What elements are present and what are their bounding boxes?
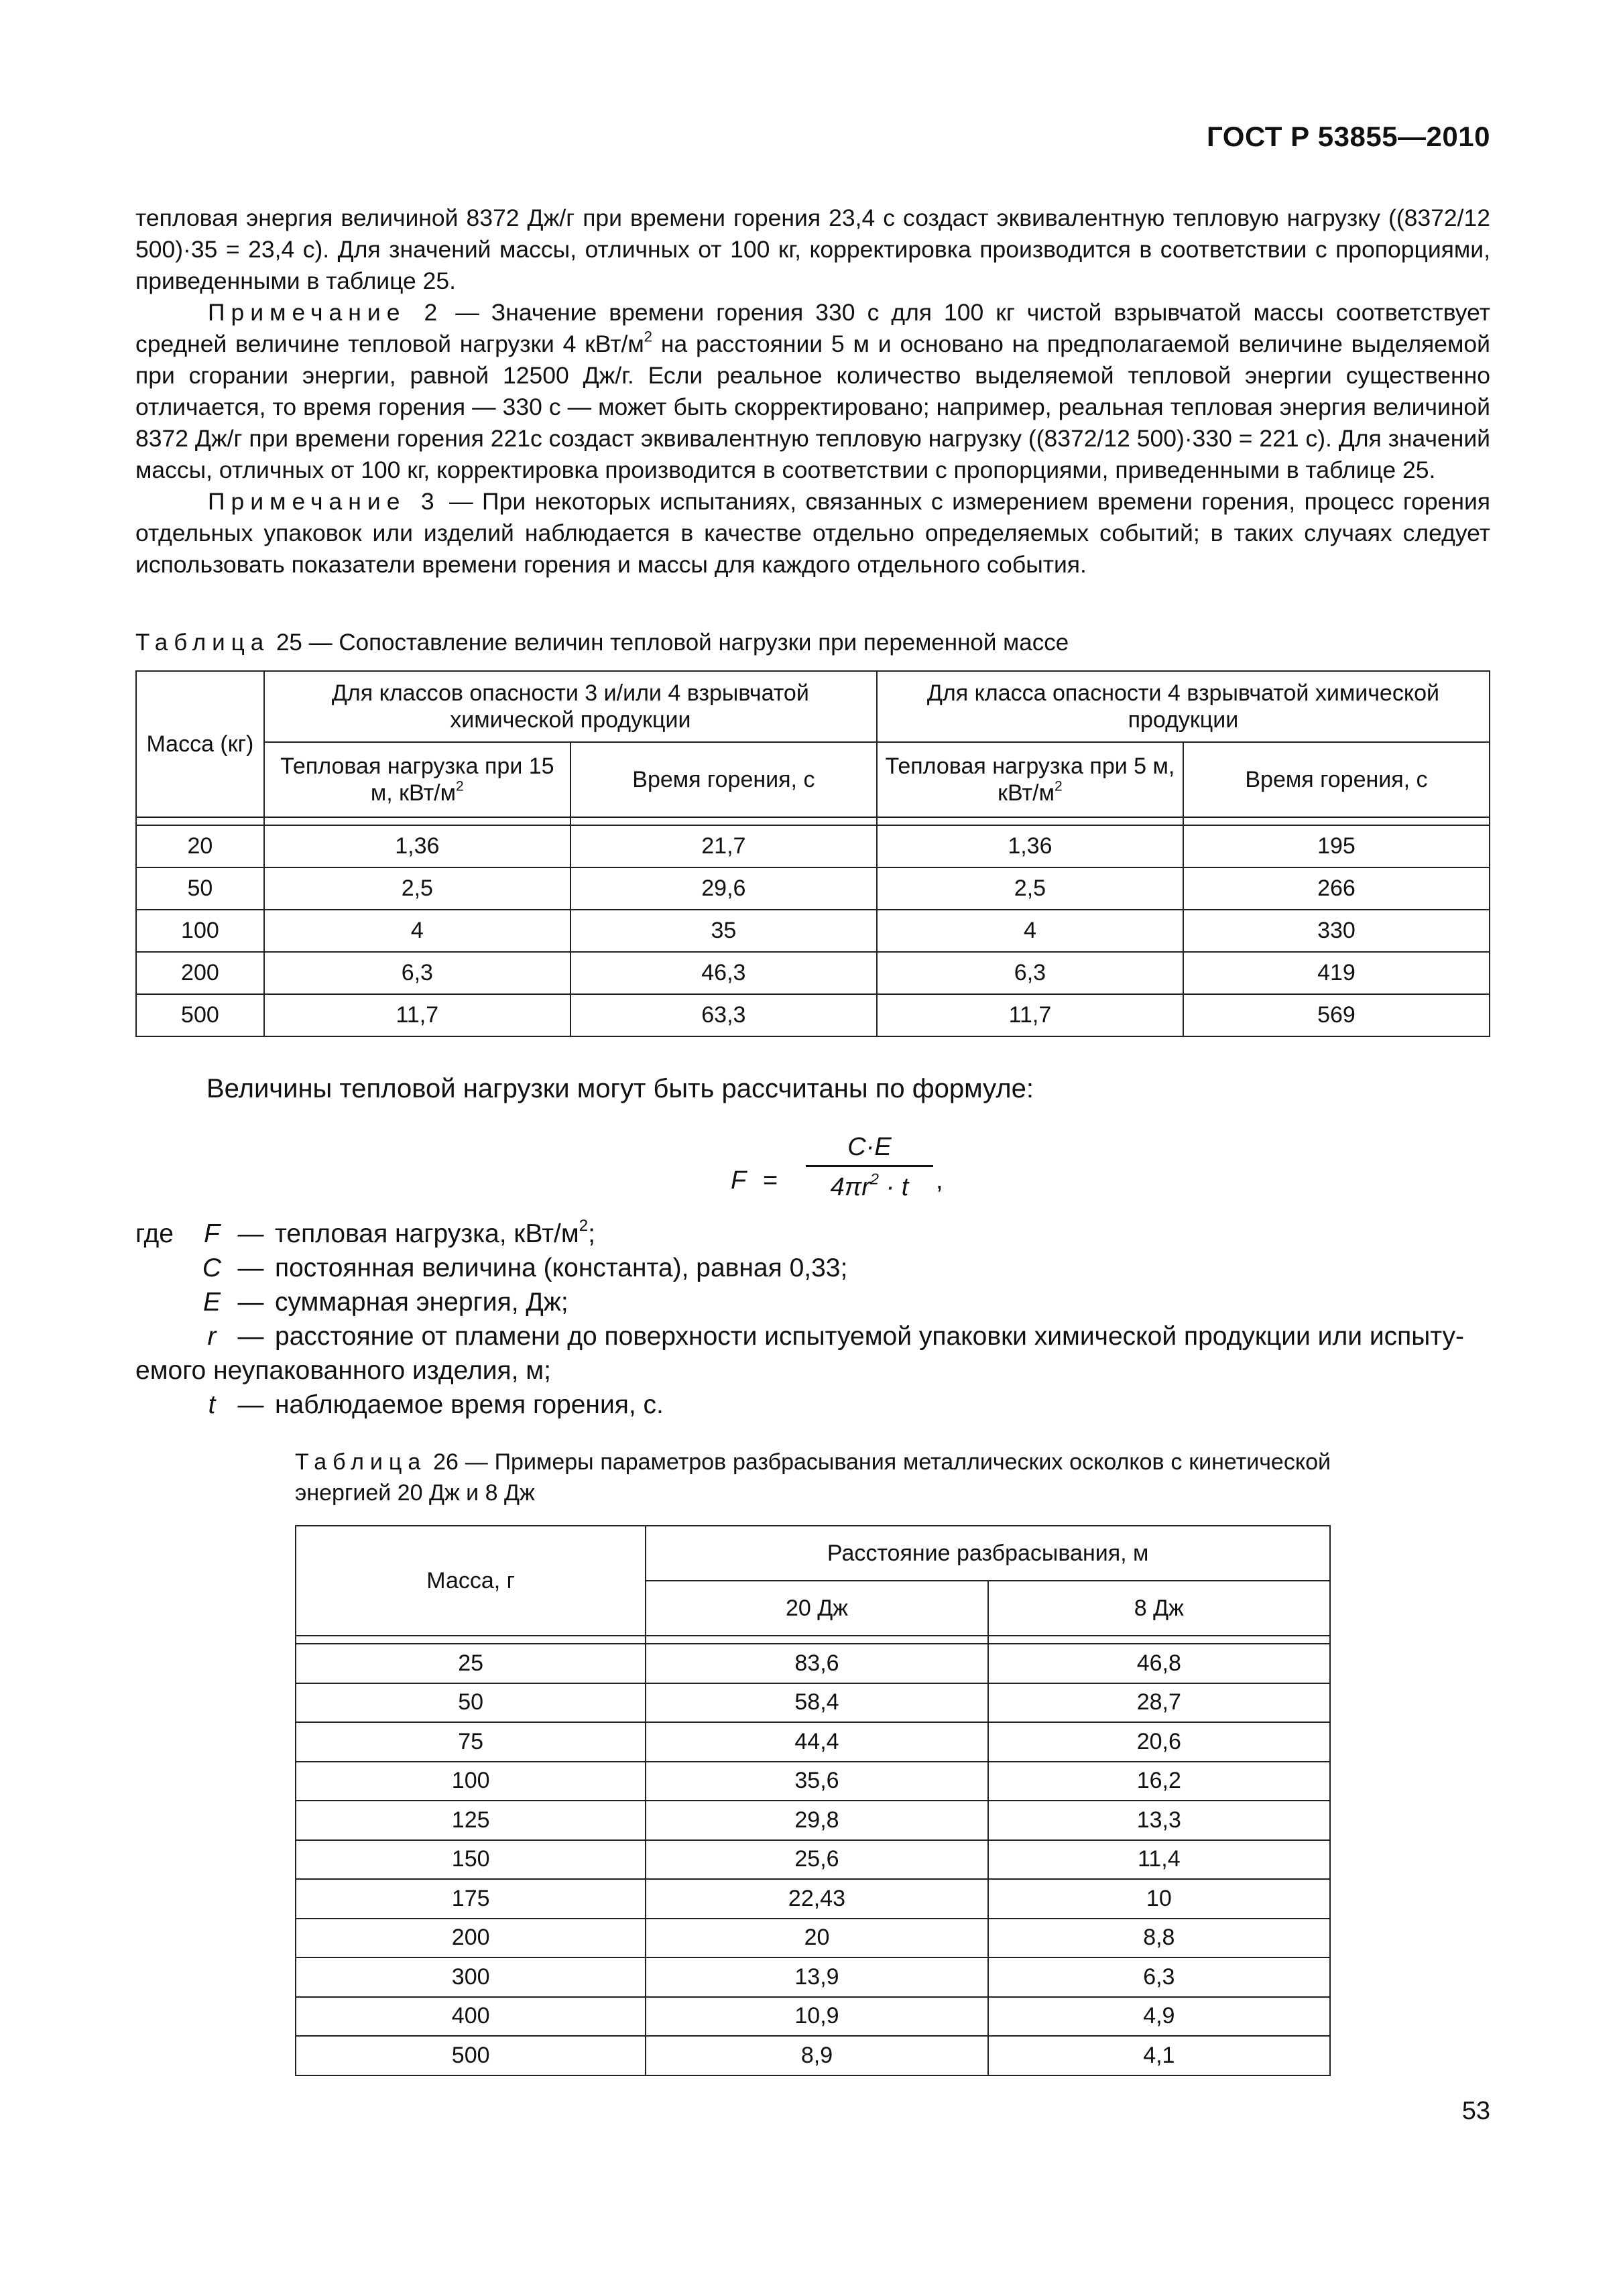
table-25-group-2: Для класса опасности 4 взрывчатой химической продукции: [877, 671, 1490, 742]
table-cell: 6,3: [877, 952, 1183, 994]
table-26-header-row-1: [296, 1526, 1330, 1581]
table-25-col-load-5-text: Тепловая нагрузка при 5 м, кВт/м: [885, 753, 1175, 806]
definition-tail: ;: [588, 1219, 595, 1248]
table-25-caption: [135, 627, 1069, 658]
definition-text: постоянная величина (константа), равная 0,33;: [275, 1254, 848, 1282]
table-cell: 500: [296, 2036, 646, 2075]
table-cell: 11,7: [264, 994, 570, 1036]
definition-symbol: E: [202, 1288, 221, 1317]
table-row: [296, 1762, 1330, 1801]
paragraph-1: тепловая энергия величиной 8372 Дж/г при времени горения 23,4 с создаст эквивалентную тепловую нагрузку ((8372/12 500)·35 = 23,4 с). Для значений массы, отличных от 100 кг, корректировка производится в соответствии с пропорциями, приведенными в таблице 25.: [135, 204, 1490, 294]
table-25-col-load-15: [264, 742, 570, 817]
table-26-col-8j: 8 Дж: [988, 1581, 1330, 1636]
table-cell: 1,36: [264, 825, 570, 867]
table-row: [296, 2036, 1330, 2075]
table-25-body: [136, 825, 1490, 1036]
table-cell: 2,5: [264, 867, 570, 910]
formula-denominator: [806, 1170, 933, 1202]
definition-f: [135, 1217, 1490, 1251]
definition-symbol: r: [207, 1322, 217, 1351]
table-row: [296, 1801, 1330, 1840]
table-cell: 25: [296, 1644, 646, 1683]
table-cell: 13,9: [646, 1957, 987, 1997]
table-cell: 50: [296, 1683, 646, 1723]
formula-den-post: · t: [879, 1173, 909, 1201]
table-cell: 400: [296, 1997, 646, 2037]
definition-dash: —: [237, 1254, 264, 1282]
table-cell: 4: [877, 910, 1183, 952]
table-cell: 175: [296, 1879, 646, 1919]
table-cell: 21,7: [570, 825, 877, 867]
table-row: [136, 867, 1490, 910]
table-cell: 125: [296, 1801, 646, 1840]
table-cell: 2,5: [877, 867, 1183, 910]
table-cell: 11,4: [988, 1840, 1330, 1880]
table-26-col-20j: 20 Дж: [646, 1581, 987, 1636]
note-2-text-2: на расстоянии 5 м и основано на предполагаемой величине выделяемой при сгорании энергии, равной 12500 Дж/г. Если реальное количество выделяемой тепловой энергии существенно отличается, то время горения — 330 с — может быть скорректировано; например, реальная тепловая энергия величиной 8372 Дж/г при времени горения 221с создаст эквивалентную тепловую нагрузку ((8372/12 500)·330 = 221 с). Для значений массы, отличных от 100 кг, корректировка производится в соответствии с пропорциями, приведенными в таблице 25.: [135, 330, 1490, 483]
table-cell: 266: [1183, 867, 1490, 910]
note-2: [135, 297, 1490, 486]
table-25-group-1: Для классов опасности 3 и/или 4 взрывчатой химической продукции: [264, 671, 877, 742]
table-26-separator: [296, 1636, 1330, 1644]
table-cell: 200: [296, 1919, 646, 1958]
table-cell: 11,7: [877, 994, 1183, 1036]
definition-dash: —: [237, 1219, 264, 1248]
table-row: [296, 1997, 1330, 2037]
table-row: [136, 910, 1490, 952]
page-number: 53: [1461, 2097, 1490, 2125]
formula-intro: Величины тепловой нагрузки могут быть рассчитаны по формуле:: [206, 1074, 1034, 1103]
table-cell: 4,1: [988, 2036, 1330, 2075]
formula-lhs: F: [731, 1166, 747, 1195]
table-cell: 8,9: [646, 2036, 987, 2075]
table-cell: 419: [1183, 952, 1490, 994]
table-cell: 195: [1183, 825, 1490, 867]
table-25-col-load-5: [877, 742, 1183, 817]
definition-symbol: t: [208, 1390, 216, 1419]
table-26: [295, 1525, 1331, 2076]
definition-symbol: C: [202, 1254, 222, 1282]
definition-text: суммарная энергия, Дж;: [275, 1288, 568, 1317]
body-text: [135, 202, 1490, 581]
formula-equals: =: [763, 1166, 778, 1195]
formula-comma: ,: [936, 1166, 943, 1195]
table-cell: 20: [646, 1919, 987, 1958]
definition-dash: —: [237, 1288, 264, 1317]
table-25-header-row-1: [136, 671, 1490, 742]
definition-dash: —: [237, 1390, 264, 1419]
table-cell: 8,8: [988, 1919, 1330, 1958]
table-row: [296, 1879, 1330, 1919]
formula-fraction-bar: [806, 1165, 933, 1167]
table-cell: 46,3: [570, 952, 877, 994]
table-cell: 330: [1183, 910, 1490, 952]
table-25-header-row-2: [136, 742, 1490, 817]
note-2-text-1: — Значение времени горения 330 с для 100 кг чистой взрывчатой массы соответствует средней величине тепловой нагрузки 4 кВт/м: [135, 299, 1490, 357]
table-cell: 10: [988, 1879, 1330, 1919]
table-25-caption-label: Таблица: [135, 629, 270, 656]
table-cell: 29,8: [646, 1801, 987, 1840]
table-25-caption-text: 25 — Сопоставление величин тепловой нагрузки при переменной массе: [269, 629, 1069, 656]
table-26-col-mass: Масса, г: [296, 1526, 646, 1636]
table-row: [296, 1840, 1330, 1880]
definition-e: [135, 1285, 1490, 1319]
table-cell: 75: [296, 1722, 646, 1762]
table-cell: 83,6: [646, 1644, 987, 1683]
definition-text: расстояние от пламени до поверхности испытуемой упаковки химической продукции или испыту-: [275, 1322, 1465, 1351]
table-cell: 20: [136, 825, 264, 867]
table-26-group: Расстояние разбрасывания, м: [646, 1526, 1330, 1581]
table-25-col-load-15-sup: 2: [456, 778, 464, 794]
definition-dash: —: [237, 1322, 264, 1351]
table-25-col-load-15-text: Тепловая нагрузка при 15 м, кВт/м: [280, 753, 554, 806]
table-cell: 6,3: [264, 952, 570, 994]
table-cell: 6,3: [988, 1957, 1330, 1997]
table-25-col-time-2: Время горения, с: [1183, 742, 1490, 817]
table-cell: 35,6: [646, 1762, 987, 1801]
table-25: [135, 670, 1490, 1037]
table-25-col-load-5-sup: 2: [1054, 778, 1063, 794]
table-cell: 50: [136, 867, 264, 910]
table-cell: 200: [136, 952, 264, 994]
definition-sup: 2: [579, 1217, 589, 1235]
table-row: [296, 1919, 1330, 1958]
table-cell: 100: [136, 910, 264, 952]
table-row: [296, 1644, 1330, 1683]
table-cell: 4: [264, 910, 570, 952]
formula-numerator: C·E: [847, 1133, 892, 1161]
definition-c: [135, 1251, 1490, 1285]
table-cell: 4,9: [988, 1997, 1330, 2037]
document-id: ГОСТ Р 53855—2010: [1207, 121, 1490, 152]
table-cell: 35: [570, 910, 877, 952]
table-row: [136, 825, 1490, 867]
table-cell: 300: [296, 1957, 646, 1997]
table-row: [296, 1683, 1330, 1723]
definition-t: [135, 1388, 1490, 1422]
table-row: [296, 1722, 1330, 1762]
table-cell: 25,6: [646, 1840, 987, 1880]
note-2-label: Примечание 2: [208, 299, 444, 326]
table-row: [136, 994, 1490, 1036]
note-2-sup: 2: [644, 328, 653, 345]
table-cell: 20,6: [988, 1722, 1330, 1762]
table-cell: 28,7: [988, 1683, 1330, 1723]
note-3-text: — При некоторых испытаниях, связанных с измерением времени горения, процесс горения отдельных упаковок или изделий наблюдается в качестве отдельно определяемых событий; в таких случаях следует использовать показатели времени горения и массы для каждого отдельного события.: [135, 488, 1490, 578]
table-25-col-time-1: Время горения, с: [570, 742, 877, 817]
definition-text: тепловая нагрузка, кВт/м: [275, 1219, 579, 1248]
table-cell: 100: [296, 1762, 646, 1801]
table-row: [296, 1957, 1330, 1997]
table-cell: 63,3: [570, 994, 877, 1036]
table-cell: 1,36: [877, 825, 1183, 867]
definition-r-continued: емого неупакованного изделия, м;: [135, 1356, 551, 1385]
formula-den-sup: 2: [869, 1170, 880, 1188]
definition-r: [135, 1319, 1490, 1353]
table-cell: 44,4: [646, 1722, 987, 1762]
table-cell: 46,8: [988, 1644, 1330, 1683]
table-cell: 150: [296, 1840, 646, 1880]
definitions-where: где: [135, 1219, 174, 1248]
table-26-body: [296, 1644, 1330, 2075]
table-25-separator: [136, 817, 1490, 825]
table-cell: 16,2: [988, 1762, 1330, 1801]
definitions: [135, 1217, 1490, 1422]
note-3: [135, 486, 1490, 581]
definition-symbol: F: [204, 1219, 220, 1248]
table-cell: 22,43: [646, 1879, 987, 1919]
formula-den-pre: 4πr: [830, 1173, 870, 1201]
table-row: [136, 952, 1490, 994]
table-26-caption: [295, 1447, 1331, 1508]
table-cell: 10,9: [646, 1997, 987, 2037]
table-cell: 569: [1183, 994, 1490, 1036]
table-cell: 13,3: [988, 1801, 1330, 1840]
definition-text: наблюдаемое время горения, с.: [275, 1390, 664, 1419]
table-cell: 58,4: [646, 1683, 987, 1723]
table-25-col-mass: Масса (кг): [136, 671, 264, 817]
table-cell: 500: [136, 994, 264, 1036]
table-cell: 29,6: [570, 867, 877, 910]
note-3-label: Примечание 3: [208, 488, 440, 515]
table-26-caption-text: 26 — Примеры параметров разбрасывания металлических осколков с кинетической энергией 20 Дж и 8 Дж: [295, 1449, 1331, 1506]
table-26-caption-label: Таблица: [295, 1449, 427, 1475]
